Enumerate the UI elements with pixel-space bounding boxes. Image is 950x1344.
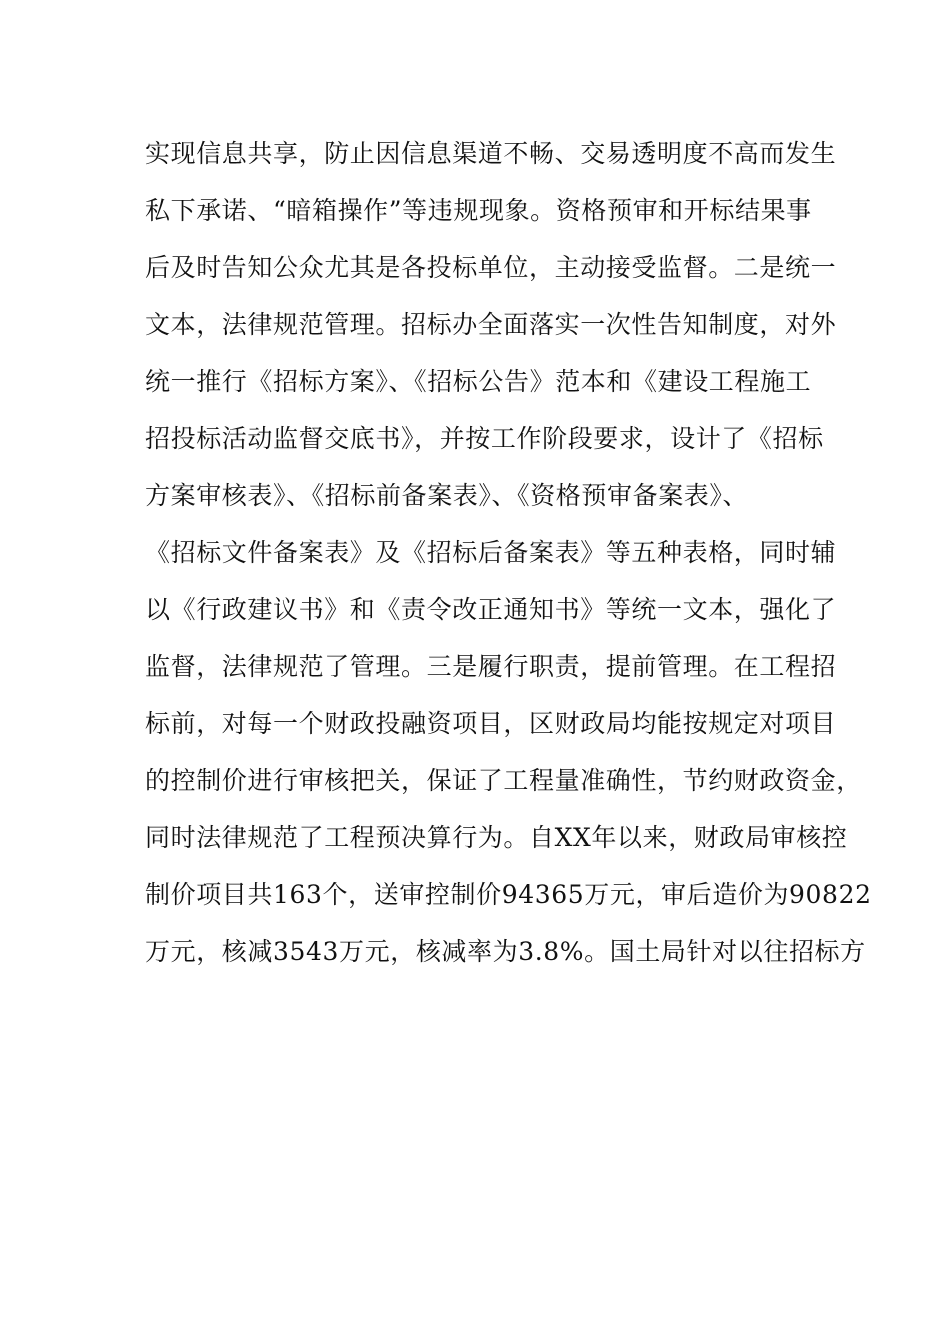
- text-line: 制价项目共163个，送审控制价94365万元，审后造价为90822: [145, 880, 872, 909]
- text-line: 统一推行《招标方案》、《招标公告》范本和《建设工程施工: [145, 367, 812, 396]
- text-line: 方案审核表》、《招标前备案表》、《资格预审备案表》、: [145, 481, 749, 510]
- text-line: 以《行政建议书》和《责令改正通知书》等统一文本，强化了: [145, 595, 837, 624]
- text-line: 私下承诺、“暗箱操作”等违规现象。资格预审和开标结果事: [145, 196, 812, 225]
- text-line: 后及时告知公众尤其是各投标单位，主动接受监督。二是统一: [145, 253, 837, 282]
- text-line: 文本，法律规范管理。招标办全面落实一次性告知制度，对外: [145, 310, 837, 339]
- text-line: 招投标活动监督交底书》，并按工作阶段要求，设计了《招标: [145, 424, 824, 453]
- text-line: 的控制价进行审核把关，保证了工程量准确性，节约财政资金，: [145, 766, 862, 795]
- text-line: 万元，核减3543万元，核减率为3.8%。国土局针对以往招标方: [145, 937, 866, 966]
- text-line: 实现信息共享，防止因信息渠道不畅、交易透明度不高而发生: [145, 139, 837, 168]
- text-line: 监督，法律规范了管理。三是履行职责，提前管理。在工程招: [145, 652, 837, 681]
- text-line: 标前，对每一个财政投融资项目，区财政局均能按规定对项目: [145, 709, 837, 738]
- text-line: 同时法律规范了工程预决算行为。自XX年以来，财政局审核控: [145, 823, 848, 852]
- body-paragraph: [145, 131, 872, 986]
- text-line: 《招标文件备案表》及《招标后备案表》等五种表格，同时辅: [145, 538, 837, 567]
